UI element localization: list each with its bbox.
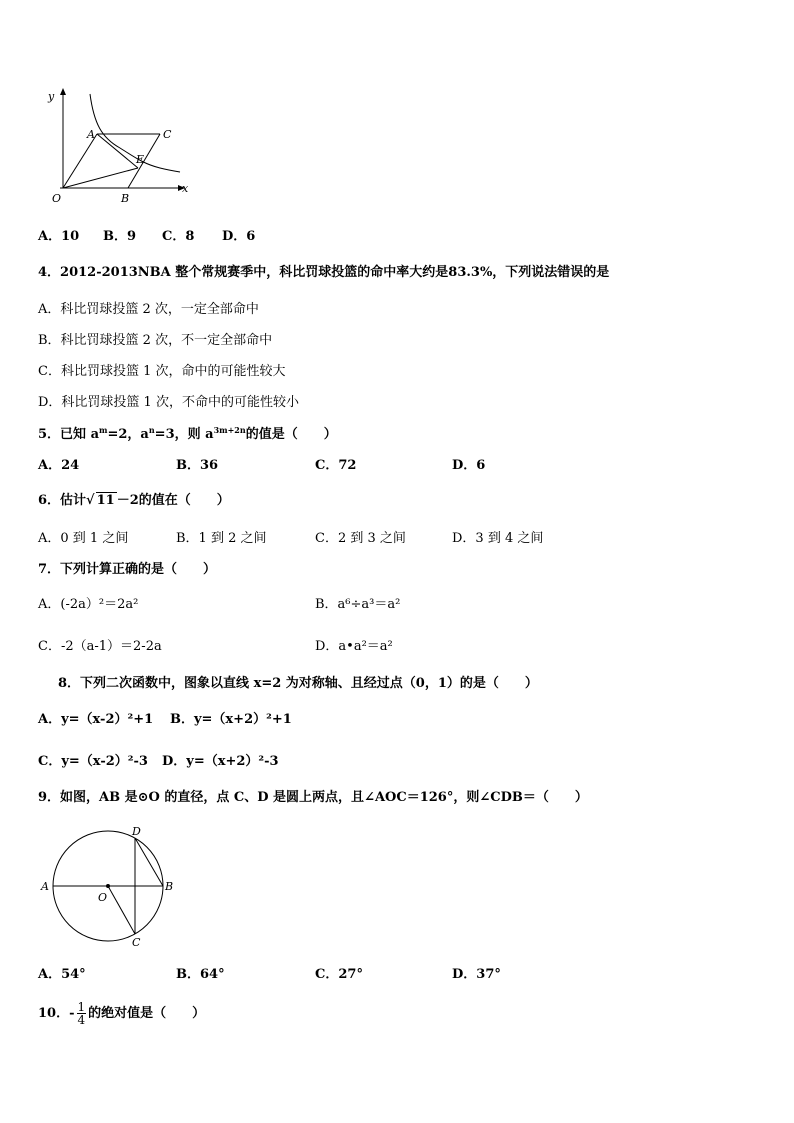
q9-seg-db bbox=[135, 838, 163, 886]
q3-seg-ae bbox=[97, 134, 138, 168]
q9-option-d[interactable]: D．37° bbox=[452, 967, 501, 982]
q9-option-c[interactable]: C．27° bbox=[315, 967, 363, 982]
q3-option-b[interactable]: B．9 bbox=[103, 229, 137, 244]
q10-fraction bbox=[77, 1001, 87, 1026]
q6-option-a[interactable]: A．0 到 1 之间 bbox=[38, 531, 129, 546]
q9-label-a: A bbox=[41, 880, 49, 893]
q7-option-d[interactable]: D．a•a²＝a² bbox=[315, 639, 393, 654]
q9-stem: 9．如图，AB 是⊙O 的直径，点 C、D 是圆上两点，且∠AOC＝126°，则∠CDB＝（ ） bbox=[38, 790, 588, 805]
q3-label-e: E bbox=[136, 153, 145, 166]
q10-stem-suffix: 的绝对值是（ ） bbox=[88, 1006, 206, 1021]
q5-option-c[interactable]: C．72 bbox=[315, 458, 357, 473]
q10-denominator: 4 bbox=[77, 1013, 86, 1027]
q5-sup-m: m bbox=[99, 425, 108, 435]
q5-option-a[interactable]: A．24 bbox=[38, 458, 80, 473]
q5-stem bbox=[38, 426, 337, 444]
q6-stem-prefix: 6．估计 bbox=[38, 493, 87, 508]
q8-option-b[interactable]: B．y=（x+2）²+1 bbox=[170, 712, 292, 727]
q4-option-a[interactable]: A．科比罚球投篮 2 次，一定全部命中 bbox=[38, 302, 259, 317]
q5-sup-exp: 3m+2n bbox=[213, 425, 246, 435]
q3-label-c: C bbox=[163, 128, 172, 141]
q3-label-y: y bbox=[48, 90, 55, 103]
q10-stem bbox=[38, 1000, 205, 1028]
q6-option-b[interactable]: B．1 到 2 之间 bbox=[176, 531, 267, 546]
q9-label-d: D bbox=[132, 825, 141, 838]
q8-option-d[interactable]: D．y=（x+2）²-3 bbox=[162, 754, 279, 769]
q3-y-arrow bbox=[60, 88, 66, 95]
q7-stem: 7．下列计算正确的是（ ） bbox=[38, 562, 217, 577]
q9-seg-oc bbox=[108, 886, 135, 934]
q7-option-a[interactable]: A．(-2a）²＝2a² bbox=[38, 597, 139, 612]
q6-stem bbox=[38, 492, 230, 510]
q9-option-b[interactable]: B．64° bbox=[176, 967, 225, 982]
q4-option-d[interactable]: D．科比罚球投篮 1 次，不命中的可能性较小 bbox=[38, 395, 299, 410]
q9-center-dot bbox=[106, 884, 110, 888]
q10-stem-prefix: 10．- bbox=[38, 1006, 75, 1021]
q3-option-c[interactable]: C．8 bbox=[162, 229, 195, 244]
q8-option-c[interactable]: C．y=（x-2）²-3 bbox=[38, 754, 148, 769]
q3-label-o: O bbox=[52, 192, 62, 205]
q9-option-a[interactable]: A．54° bbox=[38, 967, 86, 982]
q3-figure bbox=[40, 86, 200, 208]
q9-label-b: B bbox=[165, 880, 174, 893]
q5-sup-n: n bbox=[148, 425, 155, 435]
q5-stem-mid1: =2，a bbox=[107, 427, 149, 442]
q3-option-a[interactable]: A．10 bbox=[38, 229, 80, 244]
q6-radicand: 11 bbox=[96, 493, 115, 508]
q3-label-b: B bbox=[121, 192, 130, 205]
q6-minus-two: －2 bbox=[116, 493, 139, 508]
q5-stem-prefix: 5．已知 a bbox=[38, 427, 99, 442]
q7-option-c[interactable]: C．-2（a-1）＝2-2a bbox=[38, 639, 162, 654]
q7-option-b[interactable]: B．a⁶÷a³＝a² bbox=[315, 597, 401, 612]
q3-label-a: A bbox=[87, 128, 95, 141]
q9-label-c: C bbox=[132, 936, 141, 949]
q8-option-a[interactable]: A．y=（x-2）²+1 bbox=[38, 712, 154, 727]
q3-label-x: x bbox=[182, 182, 189, 195]
q5-option-d[interactable]: D．6 bbox=[452, 458, 486, 473]
q8-stem: 8．下列二次函数中，图象以直线 x=2 为对称轴、且经过点（0，1）的是（ ） bbox=[58, 676, 538, 691]
q9-label-o: O bbox=[98, 891, 108, 904]
q4-option-c[interactable]: C．科比罚球投篮 1 次，命中的可能性较大 bbox=[38, 364, 286, 379]
q9-figure bbox=[38, 822, 188, 952]
sqrt-symbol: √ bbox=[86, 493, 95, 508]
q6-stem-suffix: 的值在（ ） bbox=[138, 493, 230, 508]
q6-option-d[interactable]: D．3 到 4 之间 bbox=[452, 531, 544, 546]
q3-option-d[interactable]: D．6 bbox=[222, 229, 256, 244]
q10-numerator: 1 bbox=[77, 1000, 86, 1014]
q4-option-b[interactable]: B．科比罚球投篮 2 次，不一定全部命中 bbox=[38, 333, 273, 348]
q6-option-c[interactable]: C．2 到 3 之间 bbox=[315, 531, 406, 546]
q5-stem-mid2: =3，则 a bbox=[154, 427, 214, 442]
q4-stem: 4．2012-2013NBA 整个常规赛季中，科比罚球投篮的命中率大约是83.3%，下列说法错误的是 bbox=[38, 265, 610, 280]
q5-stem-suffix: 的值是（ ） bbox=[245, 427, 337, 442]
q5-option-b[interactable]: B．36 bbox=[176, 458, 219, 473]
